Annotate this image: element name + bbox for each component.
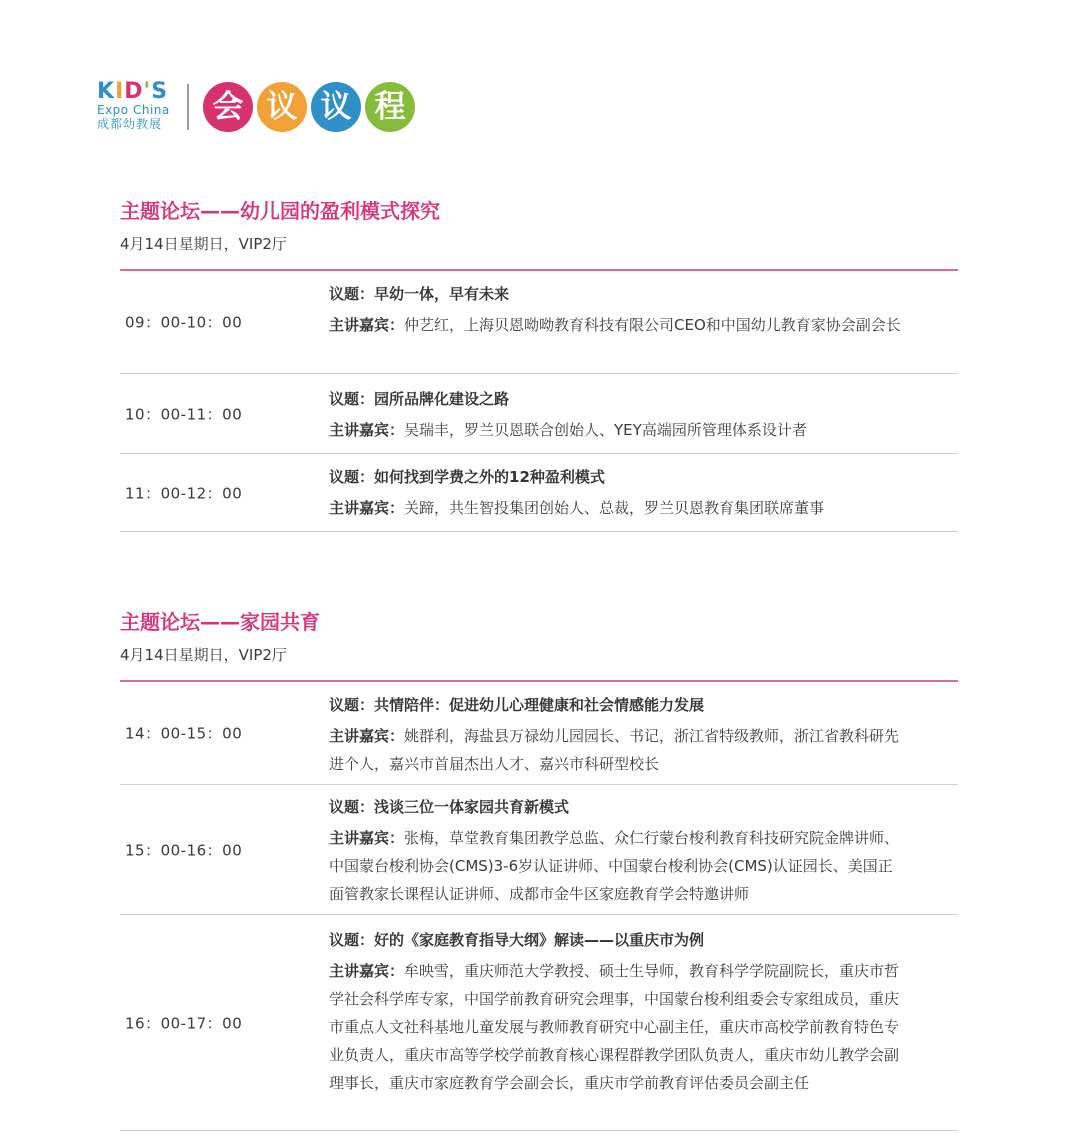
speaker-text: 姚群利，海盐县万禄幼儿园园长、书记，浙江省特级教师，浙江省教科研先进个人，嘉兴市首届杰出人才、嘉兴市科研型校长 — [329, 727, 900, 773]
logo-letter: ' — [143, 79, 152, 104]
speaker-text: 张梅，草堂教育集团教学总监、众仁行蒙台梭利教育科技研究院金牌讲师、中国蒙台梭利协会(CMS)3-6岁认证讲师、中国蒙台梭利协会(CMS)认证园长、美国正面管教家长课程认证讲师、成都市金牛区家庭教育学会特邀讲师 — [329, 829, 900, 903]
speaker-label: 主讲嘉宾： — [329, 727, 405, 745]
forum-section — [120, 199, 958, 532]
logo-letter: S — [151, 79, 169, 104]
session-speaker — [329, 722, 907, 778]
session-details — [329, 467, 907, 522]
speaker-label: 主讲嘉宾： — [329, 829, 405, 847]
agenda-row — [120, 915, 958, 1131]
session-time: 16：00-17：00 — [125, 1014, 243, 1032]
speaker-text: 吴瑞丰，罗兰贝恩联合创始人、YEY高端园所管理体系设计者 — [404, 421, 807, 439]
page-title — [203, 82, 415, 132]
title-badge: 会 — [203, 82, 253, 132]
title-badge: 程 — [365, 82, 415, 132]
session-speaker — [329, 311, 907, 339]
forum-section — [120, 610, 958, 1131]
agenda-row — [120, 271, 958, 374]
session-time: 11：00-12：00 — [125, 484, 243, 502]
speaker-text: 牟映雪，重庆师范大学教授、硕士生导师，教育科学学院副院长，重庆市哲学社会科学库专家，中国学前教育研究会理事，中国蒙台梭利组委会专家组成员，重庆市重点人文社科基地儿童发展与教师教育研究中心副主任，重庆市高校学前教育特色专业负责人，重庆市高等学校学前教育核心课程群教学团队负责人，重庆市幼儿教学会副理事长，重庆市家庭教育学会副会长，重庆市学前教育评估委员会副主任 — [329, 962, 900, 1092]
section-date: 4月14日星期日，VIP2厅 — [120, 646, 287, 664]
agenda-row — [120, 682, 958, 785]
title-badge: 议 — [257, 82, 307, 132]
section-title: 主题论坛——家园共育 — [120, 610, 320, 634]
title-badge: 议 — [311, 82, 361, 132]
session-time: 10：00-11：00 — [125, 405, 243, 423]
session-time: 09：00-10：00 — [125, 313, 243, 332]
session-details — [329, 389, 907, 444]
speaker-label: 主讲嘉宾： — [329, 316, 405, 334]
session-topic: 议题：好的《家庭教育指导大纲》解读——以重庆市为例 — [329, 931, 705, 949]
session-time: 15：00-16：00 — [125, 841, 243, 859]
header — [97, 78, 415, 136]
session-topic: 议题：共情陪伴：促进幼儿心理健康和社会情感能力发展 — [329, 696, 705, 714]
logo-kids-wordmark — [97, 81, 173, 103]
session-speaker — [329, 416, 907, 444]
speaker-text: 仲艺红，上海贝恩呦呦教育科技有限公司CEO和中国幼儿教育家协会副会长 — [404, 316, 901, 334]
speaker-text: 关蹄，共生智投集团创始人、总裁，罗兰贝恩教育集团联席董事 — [404, 499, 825, 517]
agenda-row — [120, 454, 958, 532]
speaker-label: 主讲嘉宾： — [329, 421, 405, 439]
session-speaker — [329, 824, 907, 908]
session-details — [329, 284, 907, 339]
session-details — [329, 797, 907, 908]
agenda-row — [120, 785, 958, 915]
logo-letter: K — [97, 79, 116, 104]
logo-letter: D — [124, 79, 144, 104]
session-speaker — [329, 957, 907, 1097]
session-topic: 议题：园所品牌化建设之路 — [329, 390, 510, 408]
session-topic: 议题：早幼一体，早有未来 — [329, 285, 510, 303]
session-speaker — [329, 494, 907, 522]
logo-letter: I — [115, 79, 125, 104]
session-topic: 议题：如何找到学费之外的12种盈利模式 — [329, 468, 605, 486]
header-divider — [187, 84, 189, 130]
session-topic: 议题：浅谈三位一体家园共育新模式 — [329, 798, 570, 816]
logo-expo-text: Expo China — [97, 103, 170, 117]
speaker-label: 主讲嘉宾： — [329, 962, 405, 980]
section-title: 主题论坛——幼儿园的盈利模式探究 — [120, 199, 440, 223]
agenda-row — [120, 374, 958, 454]
session-time: 14：00-15：00 — [125, 724, 243, 743]
session-details — [329, 695, 907, 778]
speaker-label: 主讲嘉宾： — [329, 499, 405, 517]
session-details — [329, 930, 907, 1097]
section-date: 4月14日星期日，VIP2厅 — [120, 235, 287, 253]
logo-cn-text: 成都幼教展 — [97, 117, 163, 131]
kids-expo-logo — [97, 81, 173, 133]
